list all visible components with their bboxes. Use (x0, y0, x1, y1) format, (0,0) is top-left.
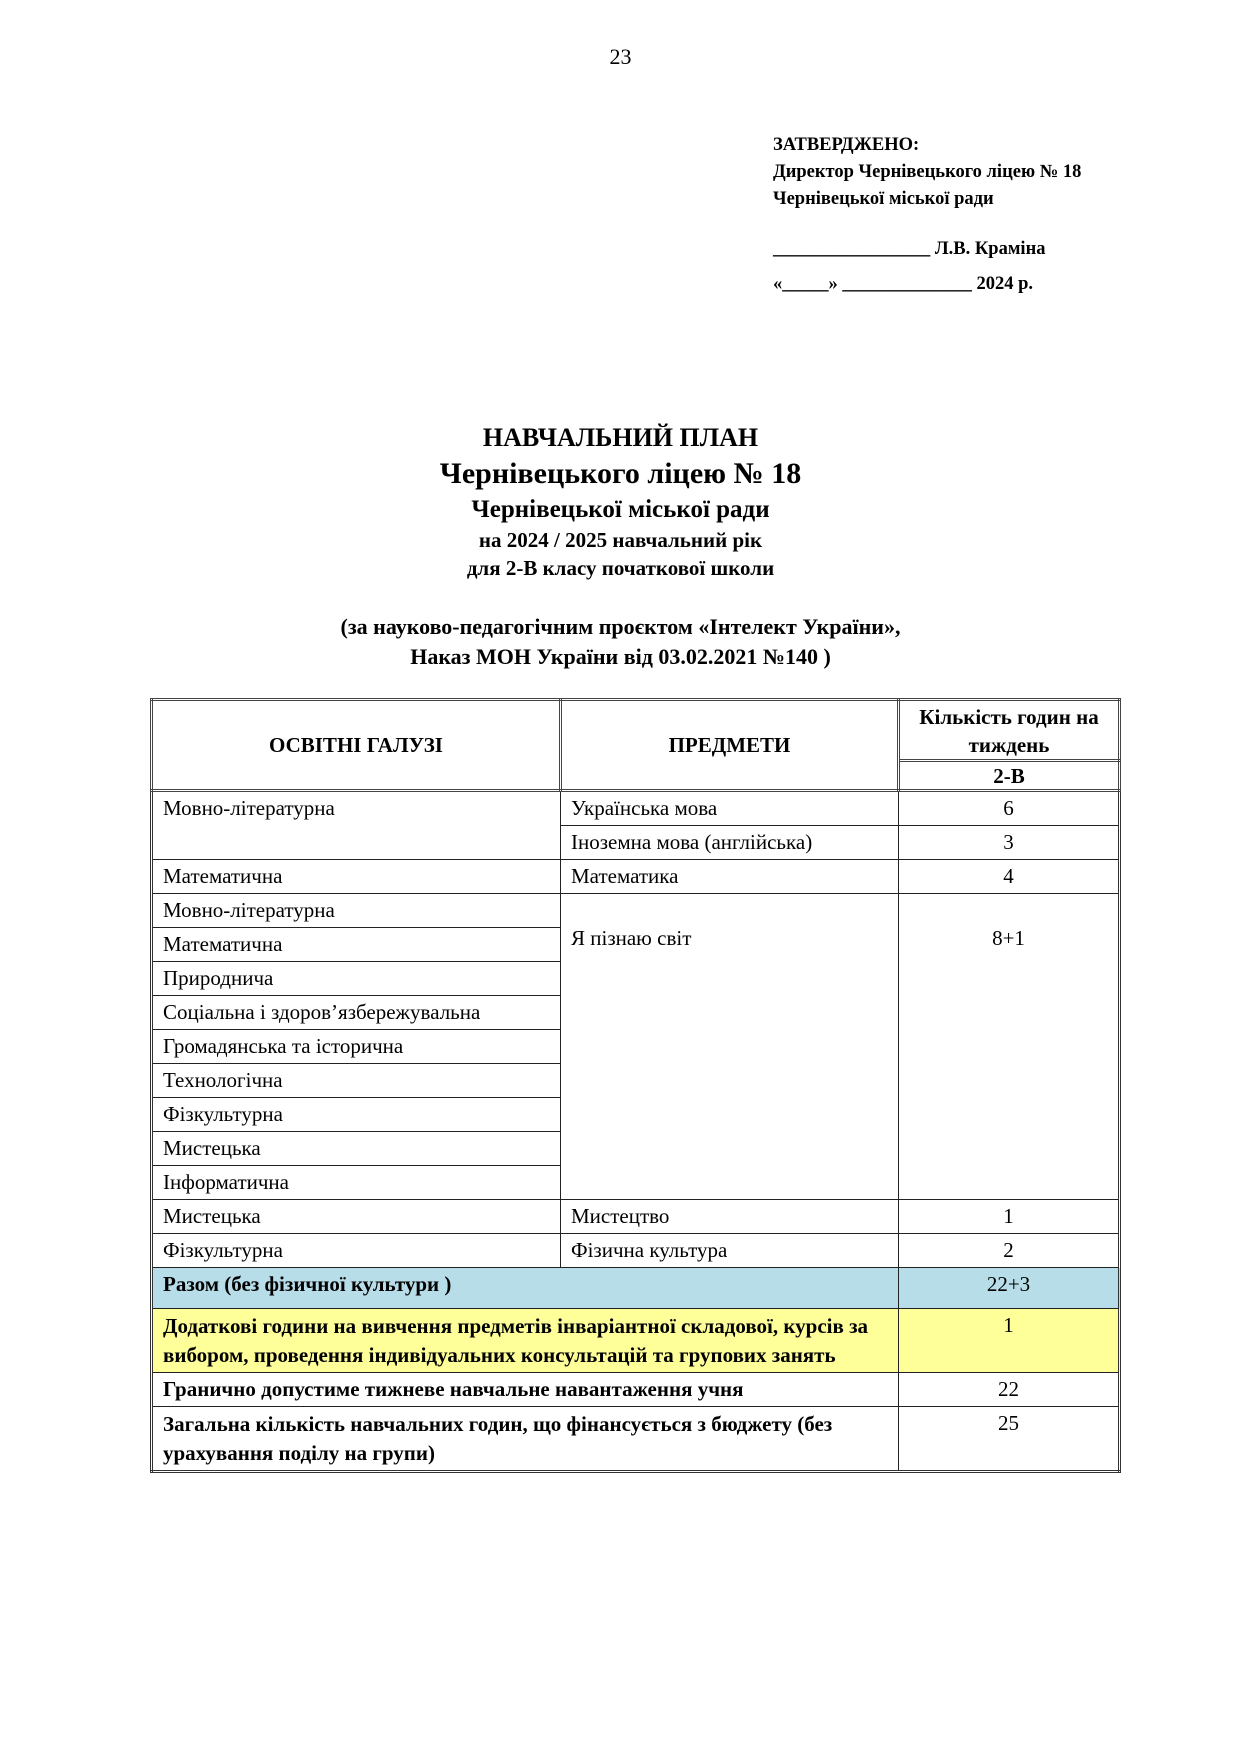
area-cell: Мовно-літературна (152, 894, 561, 928)
hours-cell: 3 (899, 826, 1120, 860)
hours-cell: 4 (899, 860, 1120, 894)
title-line-4: на 2024 / 2025 навчальний рік (478, 528, 763, 552)
hours-cell: 6 (899, 791, 1120, 826)
area-cell: Фізкультурна (152, 1098, 561, 1132)
area-cell: Громадянська та історична (152, 1030, 561, 1064)
max-load-value: 22 (899, 1373, 1120, 1407)
document-title (0, 420, 1241, 582)
subtitle-line-1: (за науково-педагогічним проєктом «Інтелект України», (340, 614, 901, 639)
approval-date: «_____» ______________ 2024 р. (773, 274, 1034, 294)
title-line-2: Чернівецького ліцею № 18 (439, 457, 802, 490)
approval-block (773, 132, 1081, 298)
subtitle-line-2: Наказ МОН України від 03.02.2021 №140 ) (410, 644, 831, 669)
table-row (152, 1200, 1120, 1234)
title-line-3: Чернівецької міської ради (471, 496, 770, 523)
header-areas: ОСВІТНІ ГАЛУЗІ (152, 700, 561, 791)
area-cell: Математична (152, 928, 561, 962)
sum-label: Разом (без фізичної культури ) (152, 1268, 899, 1309)
table-header-row (152, 700, 1120, 761)
area-cell: Математична (152, 860, 561, 894)
table-row (152, 1234, 1120, 1268)
area-cell: Мовно-літературна (152, 791, 561, 860)
sum-row (152, 1268, 1120, 1309)
area-cell: Мистецька (152, 1132, 561, 1166)
title-line-5: для 2-В класу початкової школи (466, 556, 775, 580)
subject-cell: Фізична культура (561, 1234, 899, 1268)
sum-value: 22+3 (899, 1268, 1120, 1309)
max-load-row (152, 1373, 1120, 1407)
area-cell: Фізкультурна (152, 1234, 561, 1268)
title-line-1: НАВЧАЛЬНИЙ ПЛАН (482, 423, 759, 452)
funded-hours-label: Загальна кількість навчальних годин, що фінансується з бюджету (без урахування поділу на групи) (152, 1407, 899, 1472)
approval-signature: _________________ Л.В. Краміна (773, 239, 1046, 259)
area-cell: Інформатична (152, 1166, 561, 1200)
subject-cell-integrated: Я пізнаю світ (561, 894, 899, 1200)
table-row (152, 860, 1120, 894)
table-row (152, 894, 1120, 928)
header-hours: Кількість годин на тиждень (899, 700, 1120, 761)
max-load-label: Гранично допустиме тижневе навчальне навантаження учня (152, 1373, 899, 1407)
funded-hours-row (152, 1407, 1120, 1472)
subject-cell: Іноземна мова (англійська) (561, 826, 899, 860)
subject-cell: Мистецтво (561, 1200, 899, 1234)
hours-cell: 2 (899, 1234, 1120, 1268)
approval-heading: ЗАТВЕРДЖЕНО: (773, 135, 920, 155)
area-cell: Мистецька (152, 1200, 561, 1234)
hours-cell: 1 (899, 1200, 1120, 1234)
extra-hours-label: Додаткові години на вивчення предметів інваріантної складової, курсів за вибором, проведення індивідуальних консультацій та групових занять (152, 1309, 899, 1373)
curriculum-table (150, 698, 1121, 1473)
page-number: 23 (609, 44, 632, 69)
hours-cell-integrated: 8+1 (899, 894, 1120, 1200)
funded-hours-value: 25 (899, 1407, 1120, 1472)
area-cell: Природнича (152, 962, 561, 996)
area-cell: Соціальна і здоров’язбережувальна (152, 996, 561, 1030)
approval-director: Директор Чернівецького ліцею № 18 (773, 162, 1082, 182)
header-subjects: ПРЕДМЕТИ (561, 700, 899, 791)
extra-hours-value: 1 (899, 1309, 1120, 1373)
header-class: 2-В (899, 761, 1120, 791)
subject-cell: Українська мова (561, 791, 899, 826)
approval-council: Чернівецької міської ради (773, 189, 994, 209)
document-subtitle (0, 612, 1241, 672)
table-row (152, 791, 1120, 826)
subject-cell: Математика (561, 860, 899, 894)
extra-hours-row (152, 1309, 1120, 1373)
area-cell: Технологічна (152, 1064, 561, 1098)
